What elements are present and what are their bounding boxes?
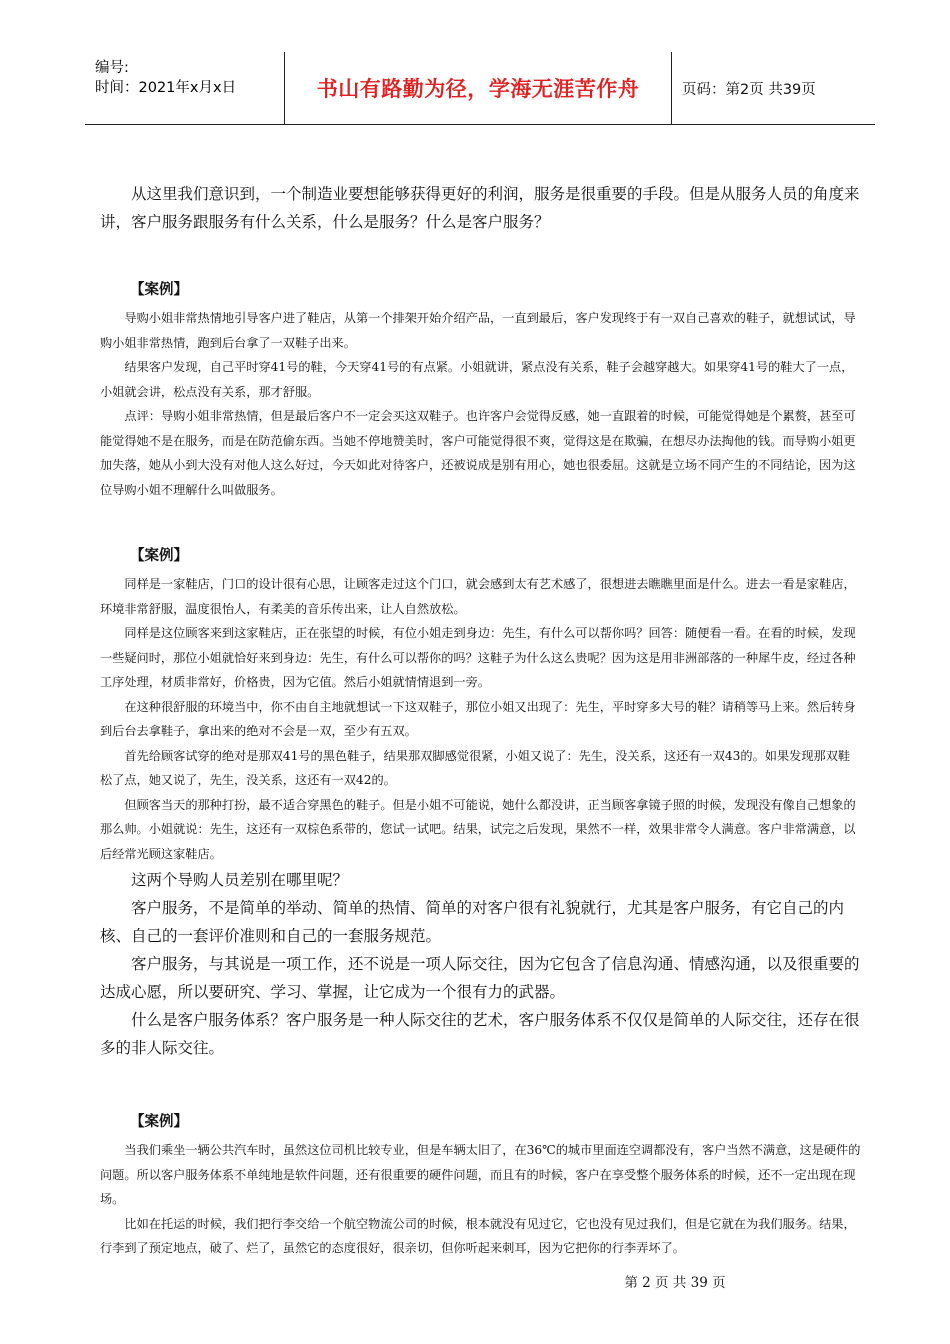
discussion-paragraph: 什么是客户服务体系？客户服务是一种人际交往的艺术，客户服务体系不仅仅是简单的人际交往，还存在很多的非人际交往。	[100, 1011, 860, 1057]
case-paragraph: 点评：导购小姐非常热情，但是最后客户不一定会买这双鞋子。也许客户会觉得反感，她一直跟着的时候，可能觉得她是个累赘，甚至可能觉得她不是在服务，而是在防范偷东西。当她不停地赞美时，客户可能觉得很不爽，觉得这是在欺骗，在想尽办法掏他的钱。而导购小姐更加失落，她从小到大没有对他人这么好过，今天如此对待客户，还被说成是别有用心，她也很委屈。这就是立场不同产生的不同结论，因为这位导购小姐不理解什么叫做服务。	[100, 409, 856, 497]
discussion-paragraph: 客户服务，不是简单的举动、简单的热情、简单的对客户很有礼貌就行，尤其是客户服务，有它自己的内核、自己的一套评价准则和自己的一套服务规范。	[100, 899, 845, 945]
case-paragraph: 结果客户发现，自己平时穿41号的鞋，今天穿41号的有点紧。小姐就讲，紧点没有关系，鞋子会越穿越大。如果穿41号的鞋大了一点，小姐就会讲，松点没有关系，那才舒服。	[100, 360, 854, 399]
case-heading: 【案例】	[130, 548, 188, 564]
case-paragraph: 同样是这位顾客来到这家鞋店，正在张望的时候，有位小姐走到身边：先生，有什么可以帮你吗？回答：随便看一看。在看的时候，发现一些疑问时，那位小姐就恰好来到身边：先生，有什么可以帮你的吗？这鞋子为什么这么贵呢？因为这是用非洲部落的一种犀牛皮，经过各种工序处理，材质非常好，价格贵，因为它值。然后小姐就情情退到一旁。	[100, 626, 856, 689]
case-section-1	[100, 278, 862, 502]
case-paragraph: 首先给顾客试穿的绝对是那双41号的黑色鞋子，结果那双脚感觉很紧，小姐又说了：先生，没关系，这还有一双43的。如果发现那双鞋松了点，她又说了，先生，没关系，这还有一双42的。	[100, 748, 851, 787]
case-paragraph: 在这种很舒服的环境当中，你不由自主地就想试一下这双鞋子，那位小姐又出现了：先生，平时穿多大号的鞋？请稍等马上来。然后转身到后台去拿鞋子，拿出来的绝对不会是一双，至少有五双。	[100, 699, 856, 738]
case-paragraph: 导购小姐非常热情地引导客户进了鞋店，从第一个排架开始介绍产品，一直到最后，客户发现终于有一双自己喜欢的鞋子，就想试试，导购小姐非常热情，跑到后台拿了一双鞋子出来。	[100, 311, 856, 350]
footer-page-number: 第 2 页 共 39 页	[624, 1275, 726, 1291]
page-footer	[0, 1271, 950, 1291]
intro-paragraph: 从这里我们意识到，一个制造业要想能够获得更好的利润，服务是很重要的手段。但是从服务人员的角度来讲，客户服务跟服务有什么关系，什么是服务？什么是客户服务？	[100, 185, 860, 231]
case-paragraph: 比如在托运的时候，我们把行李交给一个航空物流公司的时候，根本就没有见过它，它也没有见过我们，但是它就在为我们服务。结果，行李到了预定地点，破了、烂了，虽然它的态度很好，很亲切，但你听起来刺耳，因为它把你的行李弄坏了。	[100, 1216, 856, 1255]
header-page-label: 页码：第2页 共39页	[682, 81, 816, 98]
discussion-section	[100, 866, 862, 1062]
case-paragraph: 当我们乘坐一辆公共汽车时，虽然这位司机比较专业，但是车辆太旧了，在36℃的城市里面连空调都没有，客户当然不满意，这是硬件的问题。所以客户服务体系不单纯地是软件问题，还有很重要的硬件问题，而且有的时候，客户在享受整个服务体系的时候，还不一定出现在现场。	[100, 1143, 861, 1206]
header-meta	[95, 58, 236, 98]
time-label: 时间：2021年x月x日	[95, 80, 237, 96]
header-motto-cell	[284, 52, 672, 124]
case-paragraph: 同样是一家鞋店，门口的设计很有心思，让顾客走过这个门口，就会感到太有艺术感了，很想进去瞧瞧里面是什么。进去一看是家鞋店，环境非常舒服，温度很怡人，有柔美的音乐传出来，让人自然放松。	[100, 577, 856, 616]
case-heading: 【案例】	[130, 282, 188, 298]
discussion-paragraph: 这两个导购人员差别在哪里呢？	[131, 871, 349, 889]
case-section-3	[100, 1110, 862, 1261]
case-paragraph: 但顾客当天的那种打扮，最不适合穿黑色的鞋子。但是小姐不可能说，她什么都没讲，正当顾客拿镜子照的时候，发现没有像自己想象的那么帅。小姐就说：先生，这还有一双棕色系带的，您试一试吧。结果，试完之后发现，果然不一样，效果非常令人满意。客户非常满意，以后经常光顾这家鞋店。	[100, 797, 856, 861]
case-heading: 【案例】	[130, 1114, 188, 1130]
discussion-paragraph: 客户服务，与其说是一项工作，还不说是一项人际交往，因为它包含了信息沟通、情感沟通，以及很重要的达成心愿，所以要研究、学习、掌握，让它成为一个很有力的武器。	[100, 955, 860, 1001]
header-motto: 书山有路勤为径，学海无涯苦作舟	[316, 76, 640, 101]
document-body	[100, 180, 862, 1261]
serial-label: 编号:	[95, 60, 129, 76]
case-section-2	[100, 544, 862, 866]
page-header	[85, 52, 875, 125]
